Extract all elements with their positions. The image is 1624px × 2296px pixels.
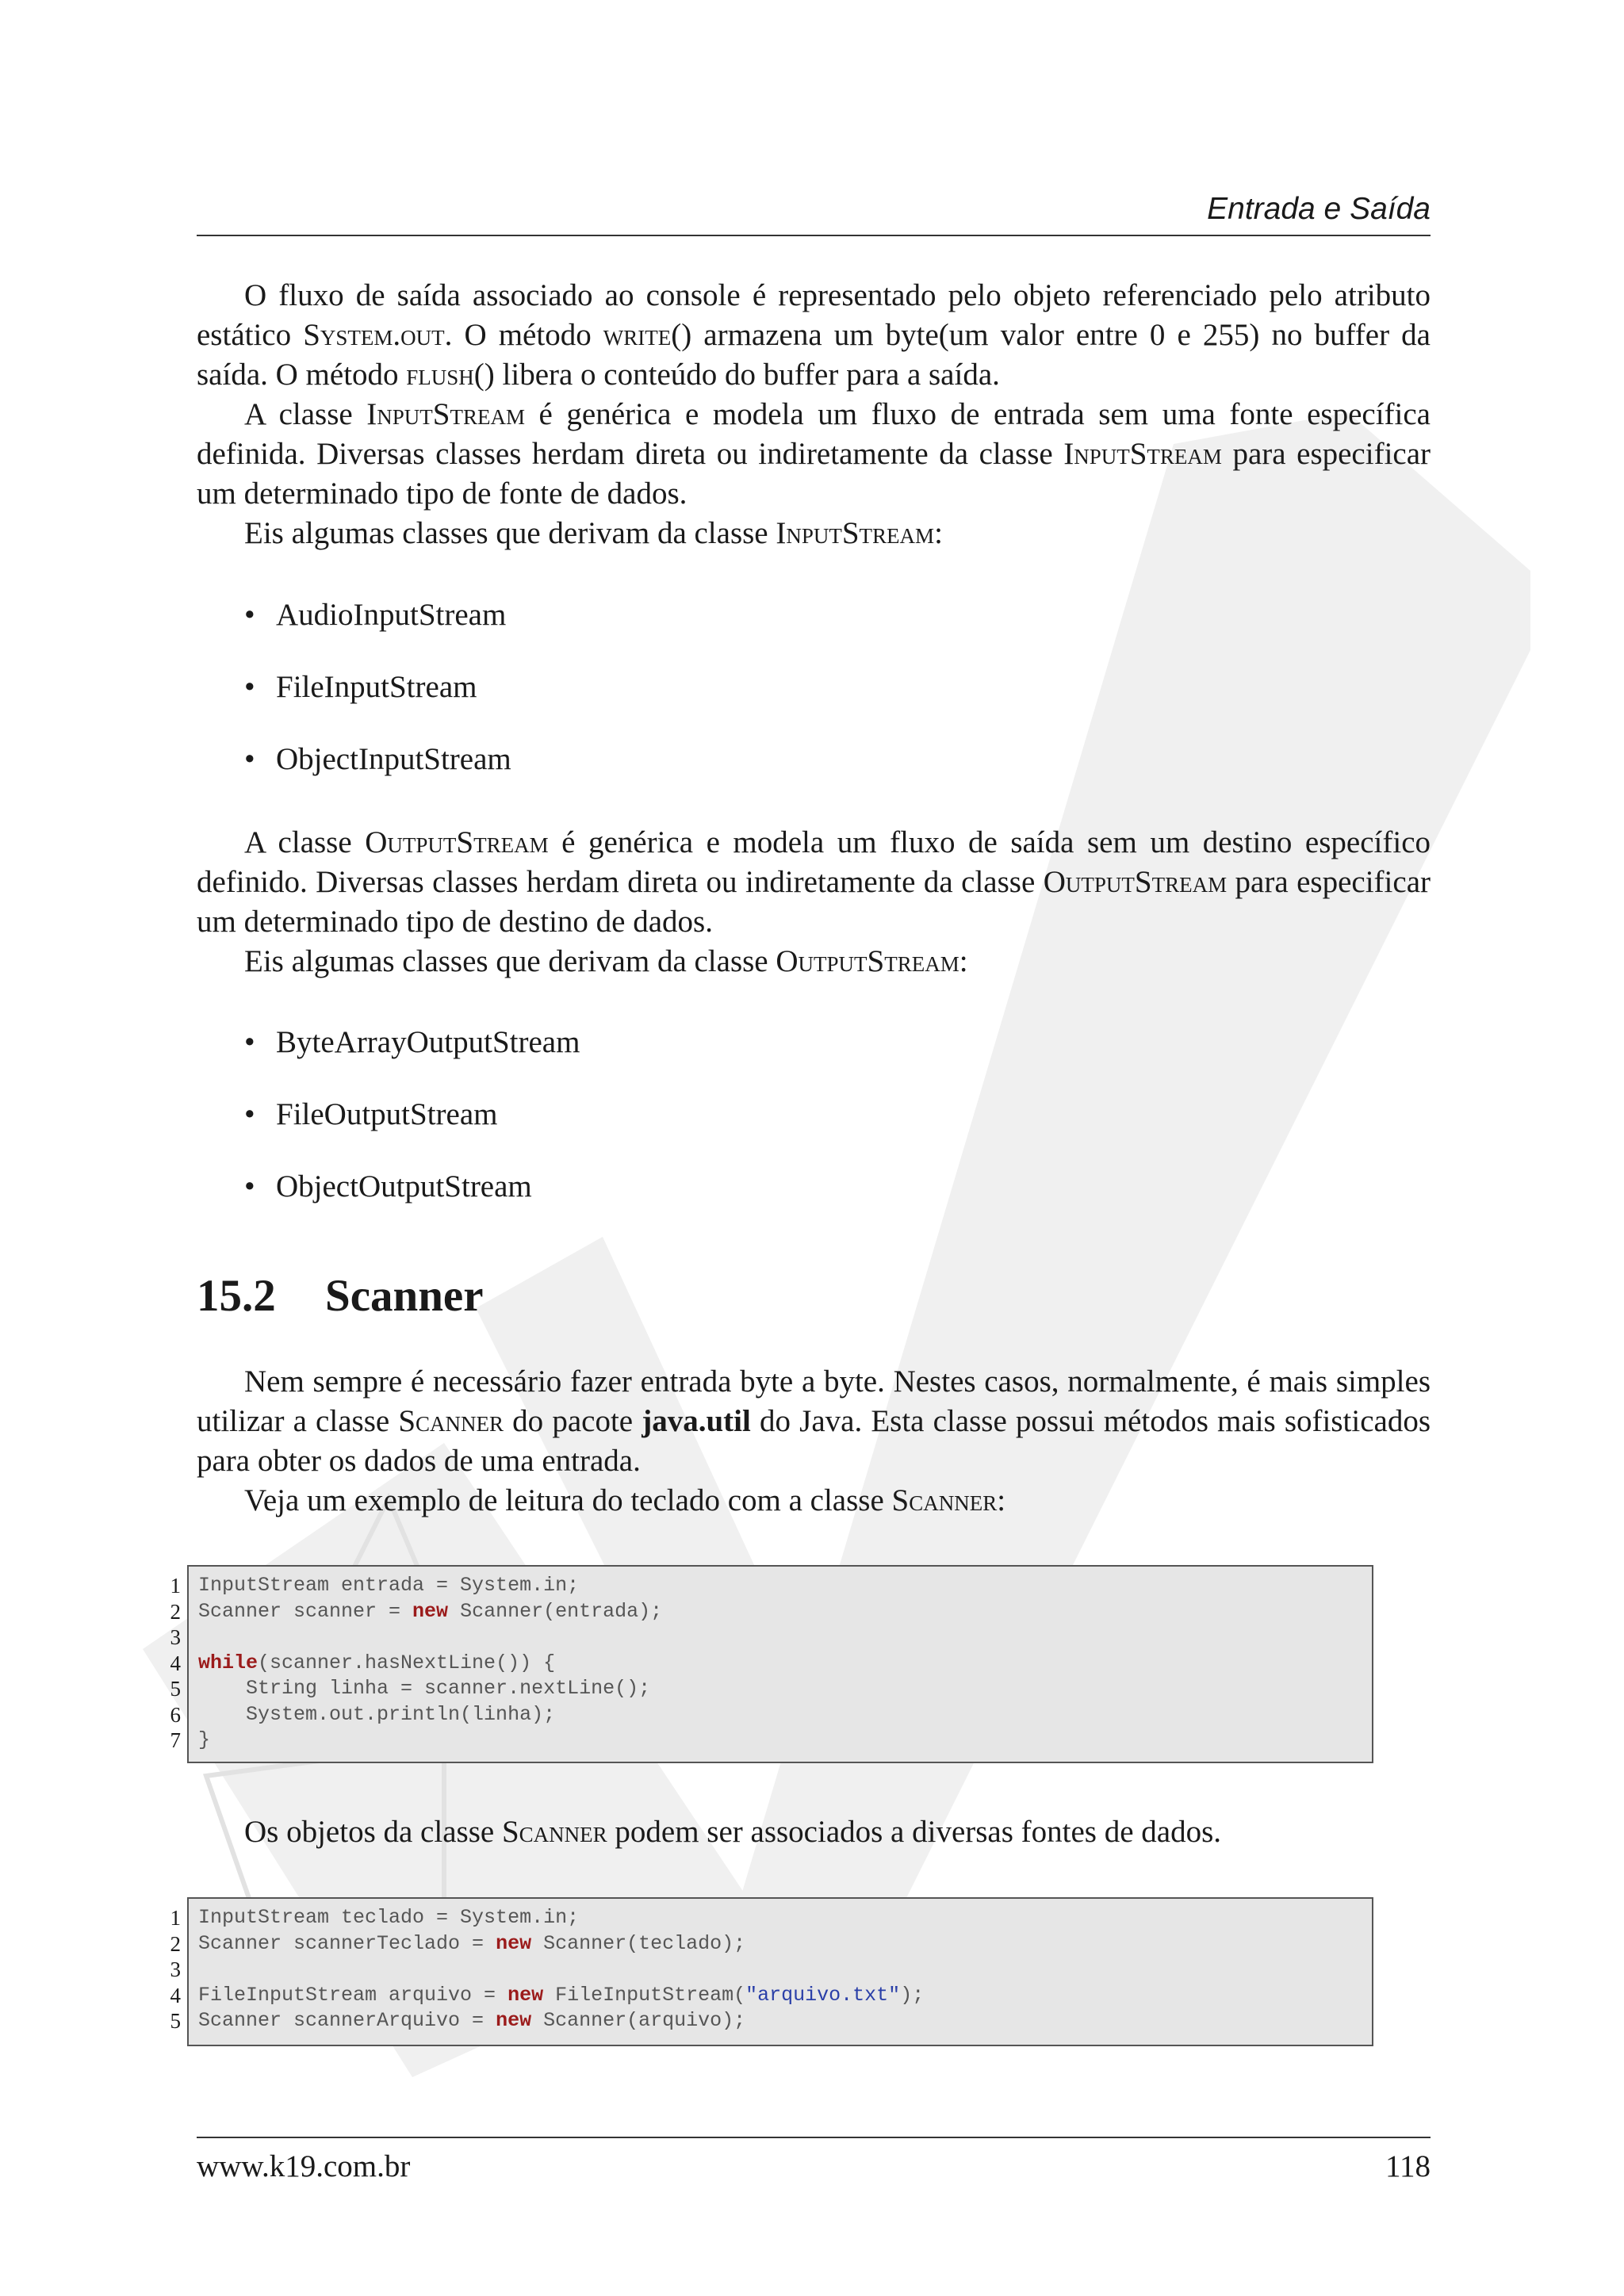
input-classes-list (244, 595, 1354, 812)
line-number: 7 (170, 1728, 181, 1752)
code-line (170, 1728, 1372, 1754)
scanner-paragraphs (197, 1362, 1431, 1521)
section-number: 15.2 (197, 1271, 276, 1321)
code-line (170, 1905, 1372, 1931)
line-number: 3 (170, 1957, 181, 1981)
method-name: write() (603, 318, 692, 352)
class-name: InputStream (366, 397, 525, 431)
line-number: 1 (170, 1574, 181, 1598)
output-classes-list (244, 1023, 1354, 1239)
code-text: System.out.println(linha); (198, 1702, 556, 1726)
code-line (170, 1931, 1372, 1957)
class-name: System.out (303, 318, 445, 352)
bullet-icon: • (244, 742, 255, 776)
class-name: Scanner (398, 1404, 504, 1438)
list-item: • ObjectInputStream (244, 740, 1354, 812)
line-number: 5 (170, 2009, 181, 2033)
code-keyword: new (412, 1599, 449, 1623)
paragraph-example-intro: Veja um exemplo de leitura do teclado com a classe Scanner: (244, 1483, 1006, 1517)
line-number: 5 (170, 1677, 181, 1701)
line-number: 1 (170, 1906, 181, 1930)
paragraph-scanner-sources: Os objetos da classe Scanner podem ser associados a diversas fontes de dados. (244, 1815, 1222, 1849)
line-number: 4 (170, 1651, 181, 1675)
bullet-icon: • (244, 1025, 255, 1059)
list-item: • FileInputStream (244, 668, 1354, 740)
header-rule (197, 235, 1431, 236)
code-text: FileInputStream( (543, 1983, 746, 2007)
code-keyword: new (496, 1931, 532, 1955)
line-number: 4 (170, 1983, 181, 2007)
code-line (170, 1702, 1372, 1728)
section-title: Scanner (325, 1271, 484, 1321)
list-item: • FileOutputStream (244, 1095, 1354, 1167)
code-string: "arquivo.txt" (745, 1983, 901, 2007)
scanner-sources-paragraph (197, 1812, 1431, 1852)
code-line (170, 1573, 1372, 1599)
class-name: Scanner (891, 1483, 998, 1517)
code-line (170, 1676, 1372, 1702)
class-name: OutputStream (365, 825, 549, 859)
paragraph-inputstream: A classe InputStream é genérica e modela um fluxo de entrada sem uma fonte específica definida. Diversas classes herdam direta ou indiretamente da classe InputStream para especificar um determinado tipo de fonte de dados. (197, 397, 1431, 511)
method-name: flush() (406, 358, 495, 392)
list-item: • ByteArrayOutputStream (244, 1023, 1354, 1095)
code-text: ); (900, 1983, 925, 2007)
code-text: String linha = scanner.nextLine(); (198, 1677, 651, 1700)
class-name: Scanner (501, 1815, 607, 1849)
code-line (170, 1624, 1372, 1651)
output-paragraphs (197, 823, 1431, 982)
footer-url: www.k19.com.br (197, 2149, 411, 2183)
running-head: Entrada e Saída (1207, 192, 1431, 226)
bullet-icon: • (244, 598, 255, 632)
code-block (170, 1565, 1373, 1763)
code-line (170, 1599, 1372, 1625)
section-heading (197, 1269, 484, 1324)
list-item: • AudioInputStream (244, 595, 1354, 668)
code-text: } (198, 1728, 211, 1751)
page-number: 118 (1385, 2149, 1431, 2183)
code-text: FileInputStream arquivo = (198, 1983, 508, 2007)
code-block (170, 1897, 1373, 2046)
class-name: InputStream (776, 516, 935, 550)
code-text: (scanner.hasNextLine()) { (258, 1651, 556, 1674)
code-text: InputStream entrada = System.in; (198, 1574, 580, 1597)
line-number: 6 (170, 1702, 181, 1727)
code-keyword: new (508, 1983, 544, 2007)
code-text: Scanner scannerTeclado = (198, 1931, 496, 1955)
code-text: Scanner(arquivo); (531, 2009, 746, 2032)
code-text: Scanner scannerArquivo = (198, 2009, 496, 2032)
class-name: InputStream (1063, 437, 1222, 471)
code-text: Scanner scanner = (198, 1599, 413, 1623)
package-name: java.util (642, 1404, 751, 1438)
class-name: OutputStream (776, 944, 959, 978)
bullet-icon: • (244, 670, 255, 704)
intro-paragraphs (197, 276, 1431, 553)
code-line (170, 2008, 1372, 2034)
paragraph-system-out: O fluxo de saída associado ao console é representado pelo objeto referenciado pelo atributo estático System.out. O método write() armazena um byte(um valor entre 0 e 255) no buffer da saída. O método flush() libera o conteúdo do buffer para a saída. (197, 278, 1431, 392)
code-line (170, 1957, 1372, 1983)
bullet-icon: • (244, 1097, 255, 1131)
footer-rule (197, 2137, 1431, 2138)
code-text: Scanner(teclado); (531, 1931, 746, 1955)
paragraph-input-list-intro: Eis algumas classes que derivam da classe InputStream: (244, 516, 943, 550)
bullet-icon: • (244, 1169, 255, 1203)
class-name: OutputStream (1043, 865, 1228, 899)
line-number: 2 (170, 1599, 181, 1624)
paragraph-scanner-intro: Nem sempre é necessário fazer entrada byte a byte. Nestes casos, normalmente, é mais simples utilizar a classe Scanner do pacote java.util do Java. Esta classe possui métodos mais sofisticados para obter os dados de uma entrada. (197, 1364, 1431, 1478)
code-text: Scanner(entrada); (448, 1599, 663, 1623)
code-keyword: new (496, 2009, 532, 2032)
paragraph-outputstream: A classe OutputStream é genérica e modela um fluxo de saída sem um destino específico definido. Diversas classes herdam direta ou indiretamente da classe OutputStream para especificar um determinado tipo de destino de dados. (197, 825, 1431, 939)
code-line (170, 1651, 1372, 1677)
line-number: 3 (170, 1625, 181, 1649)
code-text: InputStream teclado = System.in; (198, 1906, 580, 1929)
code-line (170, 1983, 1372, 2009)
list-item: • ObjectOutputStream (244, 1167, 1354, 1239)
code-keyword: while (198, 1651, 259, 1674)
paragraph-output-list-intro: Eis algumas classes que derivam da classe OutputStream: (244, 944, 968, 978)
line-number: 2 (170, 1931, 181, 1956)
